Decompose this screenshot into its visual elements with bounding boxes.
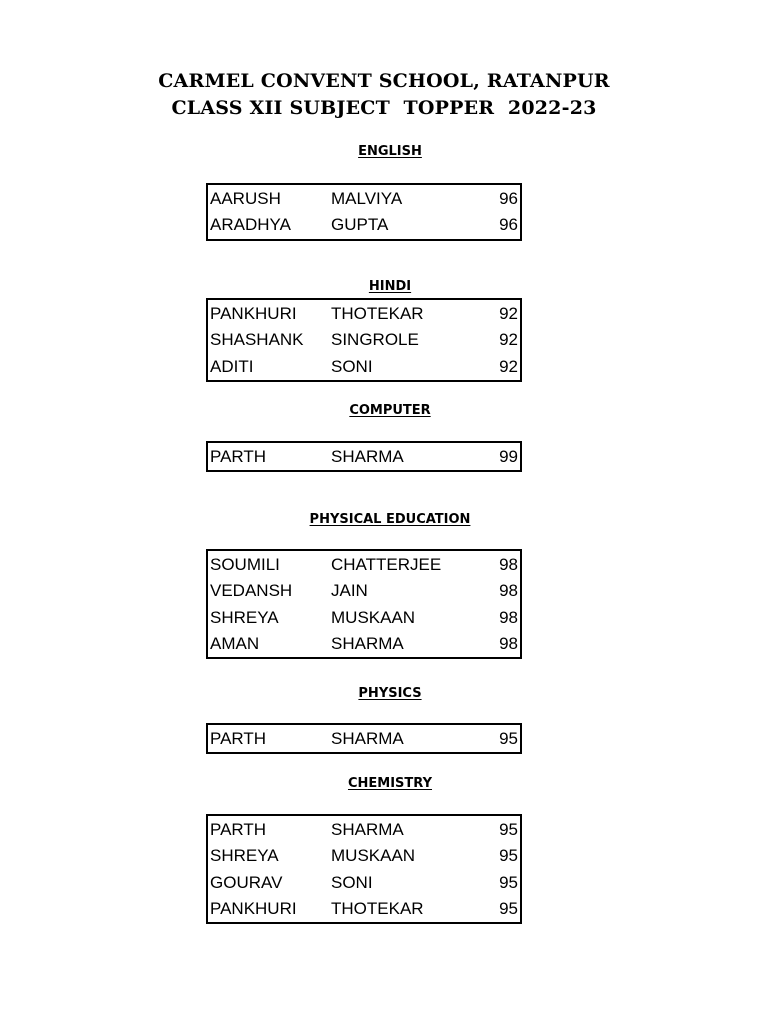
score: 95: [499, 729, 518, 749]
table-row: [208, 631, 520, 657]
first-name: GOURAV: [210, 872, 283, 892]
last-name: SHARMA: [331, 820, 404, 840]
subject-heading-chemistry: CHEMISTRY: [347, 776, 433, 791]
first-name: AARUSH: [210, 189, 281, 209]
score: 95: [499, 846, 518, 866]
score: 98: [499, 581, 518, 601]
table-row: [208, 870, 520, 896]
score: 98: [499, 555, 518, 575]
score: 95: [499, 872, 518, 892]
last-name: SHARMA: [331, 634, 404, 654]
score: 92: [499, 356, 518, 376]
subject-table-chemistry: [206, 814, 522, 924]
last-name: SONI: [331, 356, 373, 376]
first-name: PARTH: [210, 447, 267, 467]
page-subtitle: CLASS XII SUBJECT TOPPER 2022-23: [171, 97, 597, 119]
last-name: SONI: [331, 872, 373, 892]
table-row: [208, 578, 520, 604]
first-name: ADITI: [210, 356, 254, 376]
table-row: [208, 605, 520, 631]
last-name: JAIN: [331, 581, 368, 601]
score: 98: [499, 634, 518, 654]
subject-table-physics: [206, 723, 522, 754]
subject-table-computer: [206, 441, 522, 472]
subject-table-physical-education: [206, 549, 522, 659]
table-row: [208, 444, 520, 470]
subject-table-hindi: [206, 298, 522, 382]
score: 96: [499, 215, 518, 235]
score: 95: [499, 820, 518, 840]
first-name: PARTH: [210, 820, 267, 840]
subject-heading-hindi: HINDI: [368, 279, 412, 294]
first-name: PANKHURI: [210, 899, 297, 919]
first-name: ARADHYA: [210, 215, 291, 235]
last-name: MUSKAAN: [331, 607, 416, 627]
score: 98: [499, 607, 518, 627]
score: 92: [499, 330, 518, 350]
subject-heading-computer: COMPUTER: [349, 403, 431, 418]
last-name: CHATTERJEE: [331, 555, 442, 575]
last-name: SHARMA: [331, 447, 404, 467]
first-name: SHASHANK: [210, 330, 304, 350]
table-row: [208, 726, 520, 752]
last-name: THOTEKAR: [331, 899, 424, 919]
first-name: SHREYA: [210, 846, 279, 866]
last-name: GUPTA: [331, 215, 389, 235]
first-name: SHREYA: [210, 607, 279, 627]
score: 99: [499, 447, 518, 467]
table-row: [208, 552, 520, 578]
first-name: AMAN: [210, 634, 260, 654]
table-row: [208, 843, 520, 869]
score: 92: [499, 304, 518, 324]
subject-heading-physics: PHYSICS: [358, 686, 422, 701]
last-name: MUSKAAN: [331, 846, 416, 866]
table-row: [208, 327, 520, 353]
subject-table-english: [206, 183, 522, 241]
first-name: PARTH: [210, 729, 267, 749]
table-row: [208, 817, 520, 843]
table-row: [208, 301, 520, 327]
table-row: [208, 896, 520, 922]
table-row: [208, 186, 520, 212]
last-name: MALVIYA: [331, 189, 403, 209]
table-row: [208, 212, 520, 238]
first-name: VEDANSH: [210, 581, 293, 601]
page-title: CARMEL CONVENT SCHOOL, RATANPUR: [158, 70, 610, 92]
last-name: THOTEKAR: [331, 304, 424, 324]
table-row: [208, 354, 520, 380]
first-name: SOUMILI: [210, 555, 280, 575]
last-name: SHARMA: [331, 729, 404, 749]
score: 96: [499, 189, 518, 209]
subject-heading-english: ENGLISH: [358, 144, 422, 159]
subject-heading-physical-education: PHYSICAL EDUCATION: [309, 512, 471, 527]
first-name: PANKHURI: [210, 304, 297, 324]
score: 95: [499, 899, 518, 919]
last-name: SINGROLE: [331, 330, 419, 350]
